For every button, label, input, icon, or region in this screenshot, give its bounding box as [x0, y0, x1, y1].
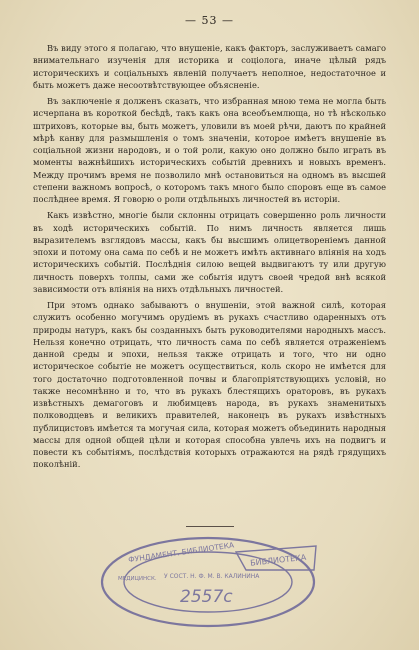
paragraph-4: При этомъ однако забываютъ о внушеніи, этой важной силѣ, которая служитъ особенно могучимъ орудіемъ въ рукахъ счастливо одаренныхъ отъ природы натуръ, какъ бы созданныхъ быть руководителями народныхъ массъ. Нельзя конечно отрицать, что личность сама по себѣ является отраженіемъ данной среды и эпохи, нельзя также отрицать и того, что ни одно историческое событіе не можетъ осуществиться, коль скоро не имѣется для того достаточно подготовленной почвы и благопріятствующихъ условій, но также несомнѣнно и то, что въ рукахъ блестящихъ ораторовъ, въ рукахъ извѣстныхъ демагоговъ и любимцевъ народа, въ рукахъ знаменитыхъ полководцевъ и великихъ правителей, наконецъ въ рукахъ извѣстныхъ публицистовъ имѣется та могучая сила, которая можетъ объединить народныя массы для одной общей цѣли и которая способна увлечь ихъ на подвигъ и повести къ событіямъ, послѣдствія которыхъ отражаются на рядѣ грядущихъ поколѣній.	[33, 300, 386, 470]
stamp-line-2: У СОСТ. Н. Ф. М. В. КАЛИНИНА	[164, 573, 260, 580]
library-stamp-graphic	[96, 530, 320, 630]
stamp-line-1: МЕДИЦИНСК.	[118, 576, 157, 582]
page-number: — 53 —	[185, 14, 234, 27]
library-stamp	[96, 530, 320, 630]
paragraph-3: Какъ извѣстно, многіе были склонны отрицать совершенно роль личности въ ходѣ историческихъ событій. По нимъ личность является лишь выразителемъ взглядовъ массы, какъ бы высшимъ олицетвореніемъ данной эпохи и потому она сама по себѣ и не можетъ имѣть активнаго вліянія на ходъ историческихъ событій. Послѣднія силою вещей выдвигаютъ ту или другую личность поверхъ толпы, сами же событія идутъ своей чредой внѣ всякой зависимости отъ вліянія на нихъ отдѣльныхъ личностей.	[33, 210, 386, 294]
body-text	[33, 42, 386, 475]
paragraph-1: Въ виду этого я полагаю, что внушеніе, какъ факторъ, заслуживаетъ самаго внимательнаго изученія для историка и соціолога, иначе цѣлый рядъ историческихъ и соціальныхъ явленій получаетъ неполное, недостаточное и быть можетъ даже несоотвѣтствующее объясненіе.	[33, 43, 386, 90]
stamp-ring-text: ФУНДАМЕНТ. БИБЛИОТЕКА	[127, 540, 235, 565]
section-divider	[186, 526, 234, 527]
paragraph-2: Въ заключеніе я долженъ сказать, что избранная мною тема не могла быть исчерпана въ короткой бесѣдѣ, такъ какъ она всеобъемлюща, но тѣ нѣсколько штриховъ, которые вы, быть можетъ, уловили въ моей рѣчи, даютъ по крайней мѣрѣ канву для размышленія о томъ значеніи, которое имѣетъ внушеніе въ соціальной жизни народовъ, и о той роли, какую оно должно было играть въ моменты важнѣйшихъ историческихъ событій древнихъ и новыхъ временъ. Между прочимъ время не позволило мнѣ остановиться на одномъ въ высшей степени важномъ вопросѣ, о которомъ такъ много было споровъ еще въ самое послѣднее время. Я говорю о роли отдѣльныхъ личностей въ исторіи.	[33, 96, 386, 204]
stamp-number: 2557с	[180, 587, 233, 607]
stamp-ring-text-2: БИБЛИОТЕКА	[249, 552, 307, 568]
